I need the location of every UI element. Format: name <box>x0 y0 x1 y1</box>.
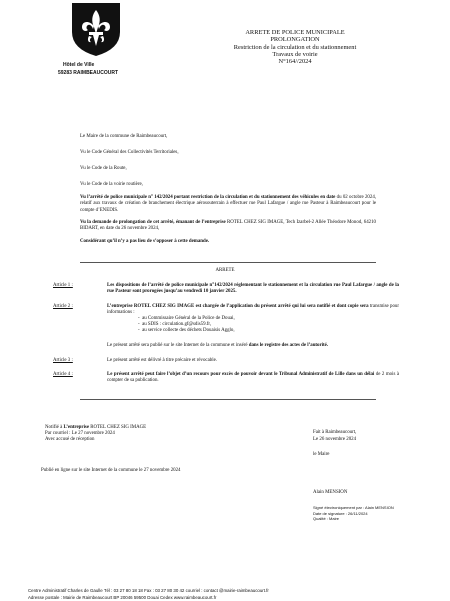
decree-number: N°164//2024 <box>278 58 312 66</box>
signature-date: Le 26 novembre 2024 <box>313 437 357 442</box>
article-4-label: Article 4 : <box>53 372 73 377</box>
vu-cgct: Vu le Code Général des Collectivités Territoriales, <box>80 150 179 155</box>
signature-role: le Maire <box>313 452 330 457</box>
published-online: Publié en ligne sur le site Internet de la commune le 27 novembre 2024 <box>41 468 181 473</box>
recipient-police: au Commissaire Général de la Police de Douai, <box>142 316 235 321</box>
vu-previous-decree <box>80 195 376 214</box>
article-2-list-item: - au SDIS : circulation.gf@sdis59.fr, <box>138 322 212 327</box>
city-crest-logo <box>70 2 122 57</box>
vu-request-text: ROTEL CHEZ SIG IMAGE, Tech Izarbel-2 Allée Théodore Monod, 64210 BIDART, en date du 26 novembre 2024, <box>80 220 376 232</box>
notification-receipt: Avec accusé de réception <box>45 437 95 442</box>
title-line-2: PROLONGATION <box>270 36 320 44</box>
article-2-text <box>107 304 399 317</box>
notification-prefix: Notifié à <box>45 425 63 430</box>
article-3-label: Article 3 : <box>53 358 73 363</box>
org-postal-address: 59283 RAIMBEAUCOURT <box>58 70 119 76</box>
esign-quality: Qualité : Maire <box>313 516 340 521</box>
org-name: Hôtel de Ville <box>63 62 95 68</box>
article-2-list-item: - au service collecte des déchets Douaisis Agglo, <box>138 328 235 333</box>
recipient-waste-service: au service collecte des déchets Douaisis Agglo, <box>142 328 235 333</box>
article-2-list-item: - au Commissaire Général de la Police de Douai, <box>138 316 235 321</box>
esign-signer: Signé électroniquement par : Alain MENSION <box>313 505 394 510</box>
title-line-1: ARRETE DE POLICE MUNICIPALE <box>245 29 345 36</box>
separator-top <box>80 262 376 263</box>
article-4-text-normal: de 2 mois à compter de sa publication. <box>107 372 400 384</box>
vu-previous-decree-text: du 02 octobre 2024, relatif aux travaux de création de branchement électrique aérosouterrain à effectuer rue Paul Lafargue / angle rue Pasteur à Raimbeaucourt pour le compte d’ENEDIS. <box>80 195 376 213</box>
title-line-4: Travaux de voirie <box>272 50 318 58</box>
notification-email-date: Par courriel : Le 27 novembre 2024 <box>45 431 115 436</box>
title-line-3: Restriction de la circulation et du stationnement <box>233 43 357 51</box>
article-4-text-bold: Le présent arrêté peut faire l’objet d’un recours pour excès de pouvoir devant le Tribunal Administratif de Lille dans un délai <box>107 372 375 377</box>
notification-entity: L’entreprise <box>62 425 90 430</box>
article-2-text-normal: transmise pour informations : <box>107 304 399 316</box>
notification-company: ROTEL CHEZ SIG IMAGE <box>89 425 147 430</box>
article-2-label: Article 2 : <box>53 304 73 309</box>
document-title-block <box>230 29 360 65</box>
vu-code-route: Vu le Code de la Route, <box>80 166 127 171</box>
article-3-text: Le présent arrêté est délivré à titre précaire et révocable. <box>107 358 217 363</box>
arrete-heading: ARRETE <box>215 268 235 273</box>
article-2-publication-bold: dans le registre des actes de l’autorité. <box>247 343 329 348</box>
mayor-line: Le Maire de la commune de Raimbeaucourt, <box>80 134 168 139</box>
esign-date: Date de signature : 26/11/2024 <box>313 510 368 516</box>
article-2-text-bold: L’entreprise ROTEL CHEZ SIG IMAGE est chargée de l’application du présent arrêté qui lui sera notifié et dont copie sera <box>107 304 369 309</box>
vu-request <box>80 220 376 233</box>
recipient-sdis: au SDIS : circulation.gf@sdis59.fr, <box>142 322 212 327</box>
article-2-publication <box>107 343 328 349</box>
article-1-text: Les dispositions de l’arrêté de police municipale n°142/2024 réglementant le stationnement et la circulation rue Paul Lafargue / angle de la rue Pasteur sont prorogées jusqu’au vendredi 10 janvier 2025. <box>107 283 399 295</box>
signature-place: Fait à Raimbeaucourt, <box>313 430 357 435</box>
considerant: Considérant qu’il n’y a pas lieu de s’opposer à cette demande. <box>80 239 210 244</box>
article-2-publication-text: Le présent arrêté sera publié sur le site Internet de la commune et inséré <box>107 343 248 348</box>
separator-bottom <box>80 399 376 400</box>
article-1-label: Article 1 : <box>53 283 73 288</box>
electronic-signature-stamp <box>313 505 394 522</box>
vu-code-voirie: Vu le Code de la voirie routière, <box>80 182 143 187</box>
signatory-name: Alain MENSION <box>313 490 348 495</box>
footer-contact: Centre Administratif Charles de Gaulle Tél : 03 27 80 18 18 Fax : 03 27 80 30 42 courriel : contact @mairie-raimbeaucourt.fr <box>28 588 269 593</box>
vu-previous-decree-bold: Vu l’arrêté de police municipale n° 142/2024 portant restriction de la circulation et du stationnement des véhicules en date <box>80 195 336 200</box>
article-4-text <box>107 372 399 385</box>
vu-request-bold: Vu la demande de prolongation de cet arrêté, émanant de l’entreprise <box>80 220 226 225</box>
footer-postal: Adresse postale : Mairie de Raimbeaucourt BP 20046 59500 Douai Cedex www.raimbeaucourt.fr <box>28 595 217 600</box>
